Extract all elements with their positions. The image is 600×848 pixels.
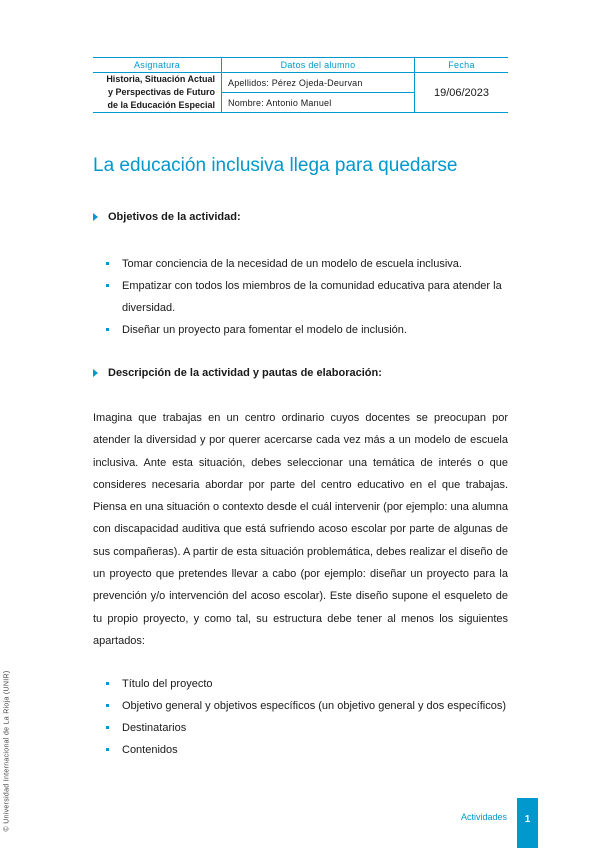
header-col-datos: Datos del alumno	[222, 58, 415, 73]
list-item: Título del proyecto	[106, 673, 508, 695]
objectives-heading	[93, 211, 241, 223]
bullet-icon	[106, 328, 109, 331]
bullet-icon	[106, 704, 109, 707]
description-heading	[93, 367, 382, 379]
asignatura-line-3: de la Educación Especial	[107, 100, 215, 110]
nombre-value: Nombre: Antonio Manuel	[222, 93, 415, 113]
apellidos-value: Apellidos: Pérez Ojeda-Deurvan	[222, 73, 415, 93]
header-col-asignatura: Asignatura	[93, 58, 222, 73]
list-item: Empatizar con todos los miembros de la comunidad educativa para atender la diversidad.	[106, 275, 508, 319]
list-item: Tomar conciencia de la necesidad de un modelo de escuela inclusiva.	[106, 253, 508, 275]
copyright-text: © Universidad Internacional de La Rioja (UNIR)	[3, 670, 11, 832]
triangle-bullet-icon	[93, 213, 98, 221]
bullet-icon	[106, 682, 109, 685]
header-col-fecha: Fecha	[415, 58, 509, 73]
description-paragraph: Imagina que trabajas en un centro ordinario cuyos docentes se preocupan por atender la diversidad y por querer acercarse cada vez más a un modelo de escuela inclusiva. Ante esta situación, debes seleccionar una temática de interés o que consideres necesaria abordar por parte del centro educativo en el que trabajas. Piensa en una situación o contexto desde el cuál intervenir (por ejemplo: una alumna con discapacidad auditiva que está sufriendo acoso escolar por parte de algunas de sus compañeras). A partir de esta situación problemática, debes realizar el diseño de un proyecto que pretendes llevar a cabo (por ejemplo: diseñar un proyecto para la prevención y/o intervención del acoso escolar). Este diseño supone el esqueleto de tu propio proyecto, y como tal, su estructura debe tener al menos los siguientes apartados:	[93, 412, 508, 647]
description-heading-text: Descripción de la actividad y pautas de elaboración:	[108, 367, 382, 379]
copyright-sidebar	[0, 666, 14, 836]
objectives-heading-text: Objetivos de la actividad:	[108, 211, 241, 223]
objectives-list	[106, 253, 508, 341]
fecha-value: 19/06/2023	[415, 73, 509, 113]
list-item: Objetivo general y objetivos específicos (un objetivo general y dos específicos)	[106, 695, 508, 717]
bullet-icon	[106, 284, 109, 287]
list-item: Contenidos	[106, 739, 508, 761]
asignatura-line-2: y Perspectivas de Futuro	[107, 87, 215, 97]
bullet-icon	[106, 748, 109, 751]
page-number: 1	[517, 798, 538, 848]
asignatura-value	[93, 73, 222, 113]
bullet-icon	[106, 726, 109, 729]
header-table	[93, 57, 508, 113]
page-title: La educación inclusiva llega para quedarse	[93, 155, 458, 176]
triangle-bullet-icon	[93, 369, 98, 377]
asignatura-line-1: Historia, Situación Actual	[106, 74, 215, 84]
list-item: Diseñar un proyecto para fomentar el modelo de inclusión.	[106, 319, 508, 341]
list-item: Destinatarios	[106, 717, 508, 739]
apartados-list	[106, 673, 508, 761]
footer-label: Actividades	[460, 812, 507, 822]
bullet-icon	[106, 262, 109, 265]
